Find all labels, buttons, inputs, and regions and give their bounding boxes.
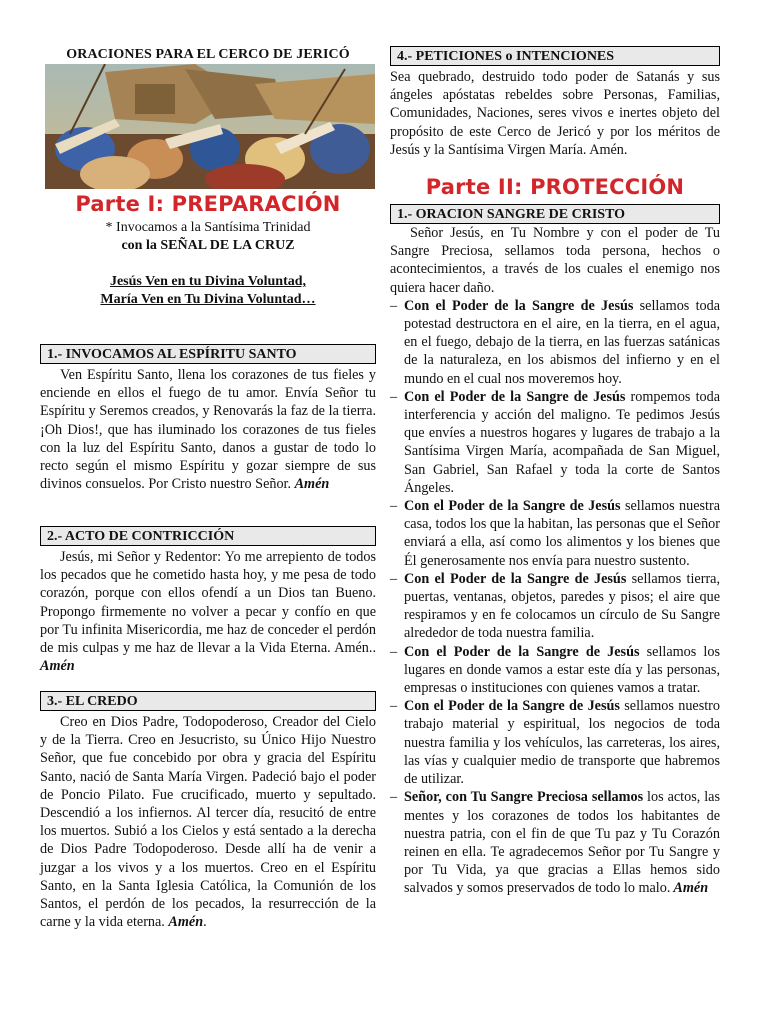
section-body-peticiones: Sea quebrado, destruido todo poder de Satanás y sus ángeles apóstatas rebeldes sobre Personas, Familias, Comunidades, Naciones, seres vivos e inertes objeto del propósito de este Cerco de Jericó y por los méritos de Jesús y la Santísima Virgen María. Amén. (390, 69, 720, 158)
amen: Amén (168, 914, 204, 931)
maria-ven-line: María Ven en Tu Divina Voluntad… (100, 292, 316, 307)
bullet-dash: – (390, 643, 398, 660)
jericho-image (45, 64, 375, 189)
amen: Amén (40, 658, 75, 675)
sangre-bullet-item (390, 570, 720, 643)
bullet-lead: Con el Poder de la Sangre de Jesús (404, 643, 640, 660)
jesus-ven-line: Jesús Ven en tu Divina Voluntad, (109, 274, 307, 289)
amen: Amén (294, 476, 330, 493)
senal-line: con la SEÑAL DE LA CRUZ (121, 238, 295, 253)
bullet-text: sellamos toda potestad destructora en el aire, en la tierra, en el agua, en el fuego, debajo de la tierra, en las fuerzas satánicas de la naturaleza, en los abismos del infierno y en el mundo en el cual nos moveremos hoy. (404, 297, 721, 387)
section-body-contriccion: Jesús, mi Señor y Redentor: Yo me arrepiento de todos los pecados que he cometido hasta hoy, y me pesa de todo corazón, porque con ellos ofendí a un Dios tan Bueno. Propongo firmemente no volver a pecar y confío en que por Tu infinita Misericordia, me haz de conceder el perdón de mis culpas y me haz de llevar a la Vida Eterna. Amén.. Amén (40, 549, 376, 675)
section-heading-sangre-de-cristo: 1.- ORACION SANGRE DE CRISTO (390, 204, 720, 224)
bullet-text: sellamos nuestra casa, todos los que la habitan, las personas que el Señor enviará a ella, así como los alimentos y los bienes que Él generosamente nos envía para nuestro sustento. (404, 498, 720, 569)
bullet-dash: – (390, 498, 398, 515)
bullet-dash: – (390, 297, 398, 314)
bullet-dash: – (390, 698, 398, 715)
bullet-lead: Con el Poder de la Sangre de Jesús (404, 297, 634, 314)
sangre-bullet-item (390, 297, 720, 388)
sangre-bullet-item (390, 643, 720, 698)
section-heading-credo: 3.- EL CREDO (40, 691, 376, 711)
bullet-text: rompemos toda interferencia y acción del maligno. Te pedimos Jesús que envíes a nuestros hogares y lugares de trabajo a la Santísima Virgen María, acompañada de San Miguel, San Gabriel, San Rafael y toda la corte de Santos Ángeles. (404, 388, 721, 496)
invocamos-line: * Invocamos a la Santísima Trinidad (105, 220, 311, 235)
section-body-credo: Creo en Dios Padre, Todopoderoso, Creador del Cielo y de la Tierra. Creo en Jesucristo, su Único Hijo Nuestro Señor, que fue concebido por obra y gracia del Espíritu Santo, nació de Santa María Virgen. Padeció bajo el poder de Poncio Pilato. Fue crucificado, muerto y sepultado. Descendió a los infiernos. Al tercer día, resucitó de entre los muertos. Subió a los Cielos y está sentado a la derecha de Dios Padre Todopoderoso. Desde allí ha de venir a juzgar a los vivos y a los muertos. Creo en el Espíritu Santo, en la Santa Iglesia Católica, la Comunión de los Santos, el perdón de los pecados, la resurrección de la carne y la vida eterna. Amén. (40, 714, 376, 931)
bullet-dash: – (390, 388, 398, 405)
bullet-text: sellamos nuestro trabajo material y espiritual, los negocios de toda nuestra familia y los vehículos, las carreteras, los aires, las vías y cualquier medio de transporte que habremos de utilizar. (404, 698, 721, 788)
bullet-dash: – (390, 789, 398, 806)
bullet-text: sellamos tierra, puertas, ventanas, objetos, paredes y pisos; el aire que respiramos y en fe colocamos un círculo de Su Sangre alrededor de toda nuestra familia. (404, 570, 721, 642)
bullet-lead: Con el Poder de la Sangre de Jesús (404, 388, 626, 405)
sangre-bullet-item (390, 697, 720, 788)
sangre-intro: Señor Jesús, en Tu Nombre y con el poder de Tu Sangre Preciosa, sellamos toda persona, hechos o acontecimientos, a través de los cuales el enemigo nos quiera hacer daño. (390, 225, 720, 296)
sangre-bullet-item (390, 497, 720, 570)
section-body-espiritu-santo: Ven Espíritu Santo, llena los corazones de tus fieles y enciende en ellos el fuego de tu amor. Envía Señor tu Espíritu y Seremos creados, y Renovarás la faz de la tierra. ¡Oh Dios!, que has iluminado los corazones de tus fieles con la luz del Espíritu Santo, danos a gustar de todo lo recto según el mismo Espíritu y gozar siempre de sus divinos consuelos. Por Cristo nuestro Señor. Amén (40, 367, 376, 493)
sangre-bullet-item (390, 788, 720, 897)
bullet-text: los actos, las mentes y los corazones de todos los habitantes de nuestra patria, con el fin de que Tu paz y Tu Corazón reinen en ella. Te agradecemos Señor por Tu Sangre y por Tu Vida, ya que gracias a Ellas hemos sido salvados y somos preservados de todo lo malo. (404, 789, 720, 897)
bullet-lead: Con el Poder de la Sangre de Jesús (404, 498, 621, 515)
bullet-lead: Con el Poder de la Sangre de Jesús (404, 570, 627, 587)
sangre-bullet-item (390, 388, 720, 497)
document-title: ORACIONES PARA EL CERCO DE JERICÓ (66, 47, 350, 62)
sangre-bullet-list (390, 297, 720, 898)
section-heading-peticiones: 4.- PETICIONES o INTENCIONES (390, 46, 720, 66)
parte-2-heading: Parte II: PROTECCIÓN (425, 175, 685, 199)
amen: Amén (670, 880, 709, 897)
bullet-text: sellamos los lugares en donde vamos a estar este día y las personas, empresas o instituciones con quienes vamos a tratar. (404, 643, 720, 697)
bullet-lead: Señor, con Tu Sangre Preciosa sellamos (404, 789, 644, 806)
section-body-sangre-de-cristo (390, 224, 720, 898)
bullet-dash: – (390, 570, 398, 587)
bullet-lead: Con el Poder de la Sangre de Jesús (404, 698, 620, 715)
section-heading-espiritu-santo: 1.- INVOCAMOS AL ESPÍRITU SANTO (40, 344, 376, 364)
jericho-illustration (45, 64, 375, 189)
section-heading-contriccion: 2.- ACTO DE CONTRICCIÓN (40, 526, 376, 546)
parte-1-heading: Parte I: PREPARACIÓN (75, 192, 341, 216)
